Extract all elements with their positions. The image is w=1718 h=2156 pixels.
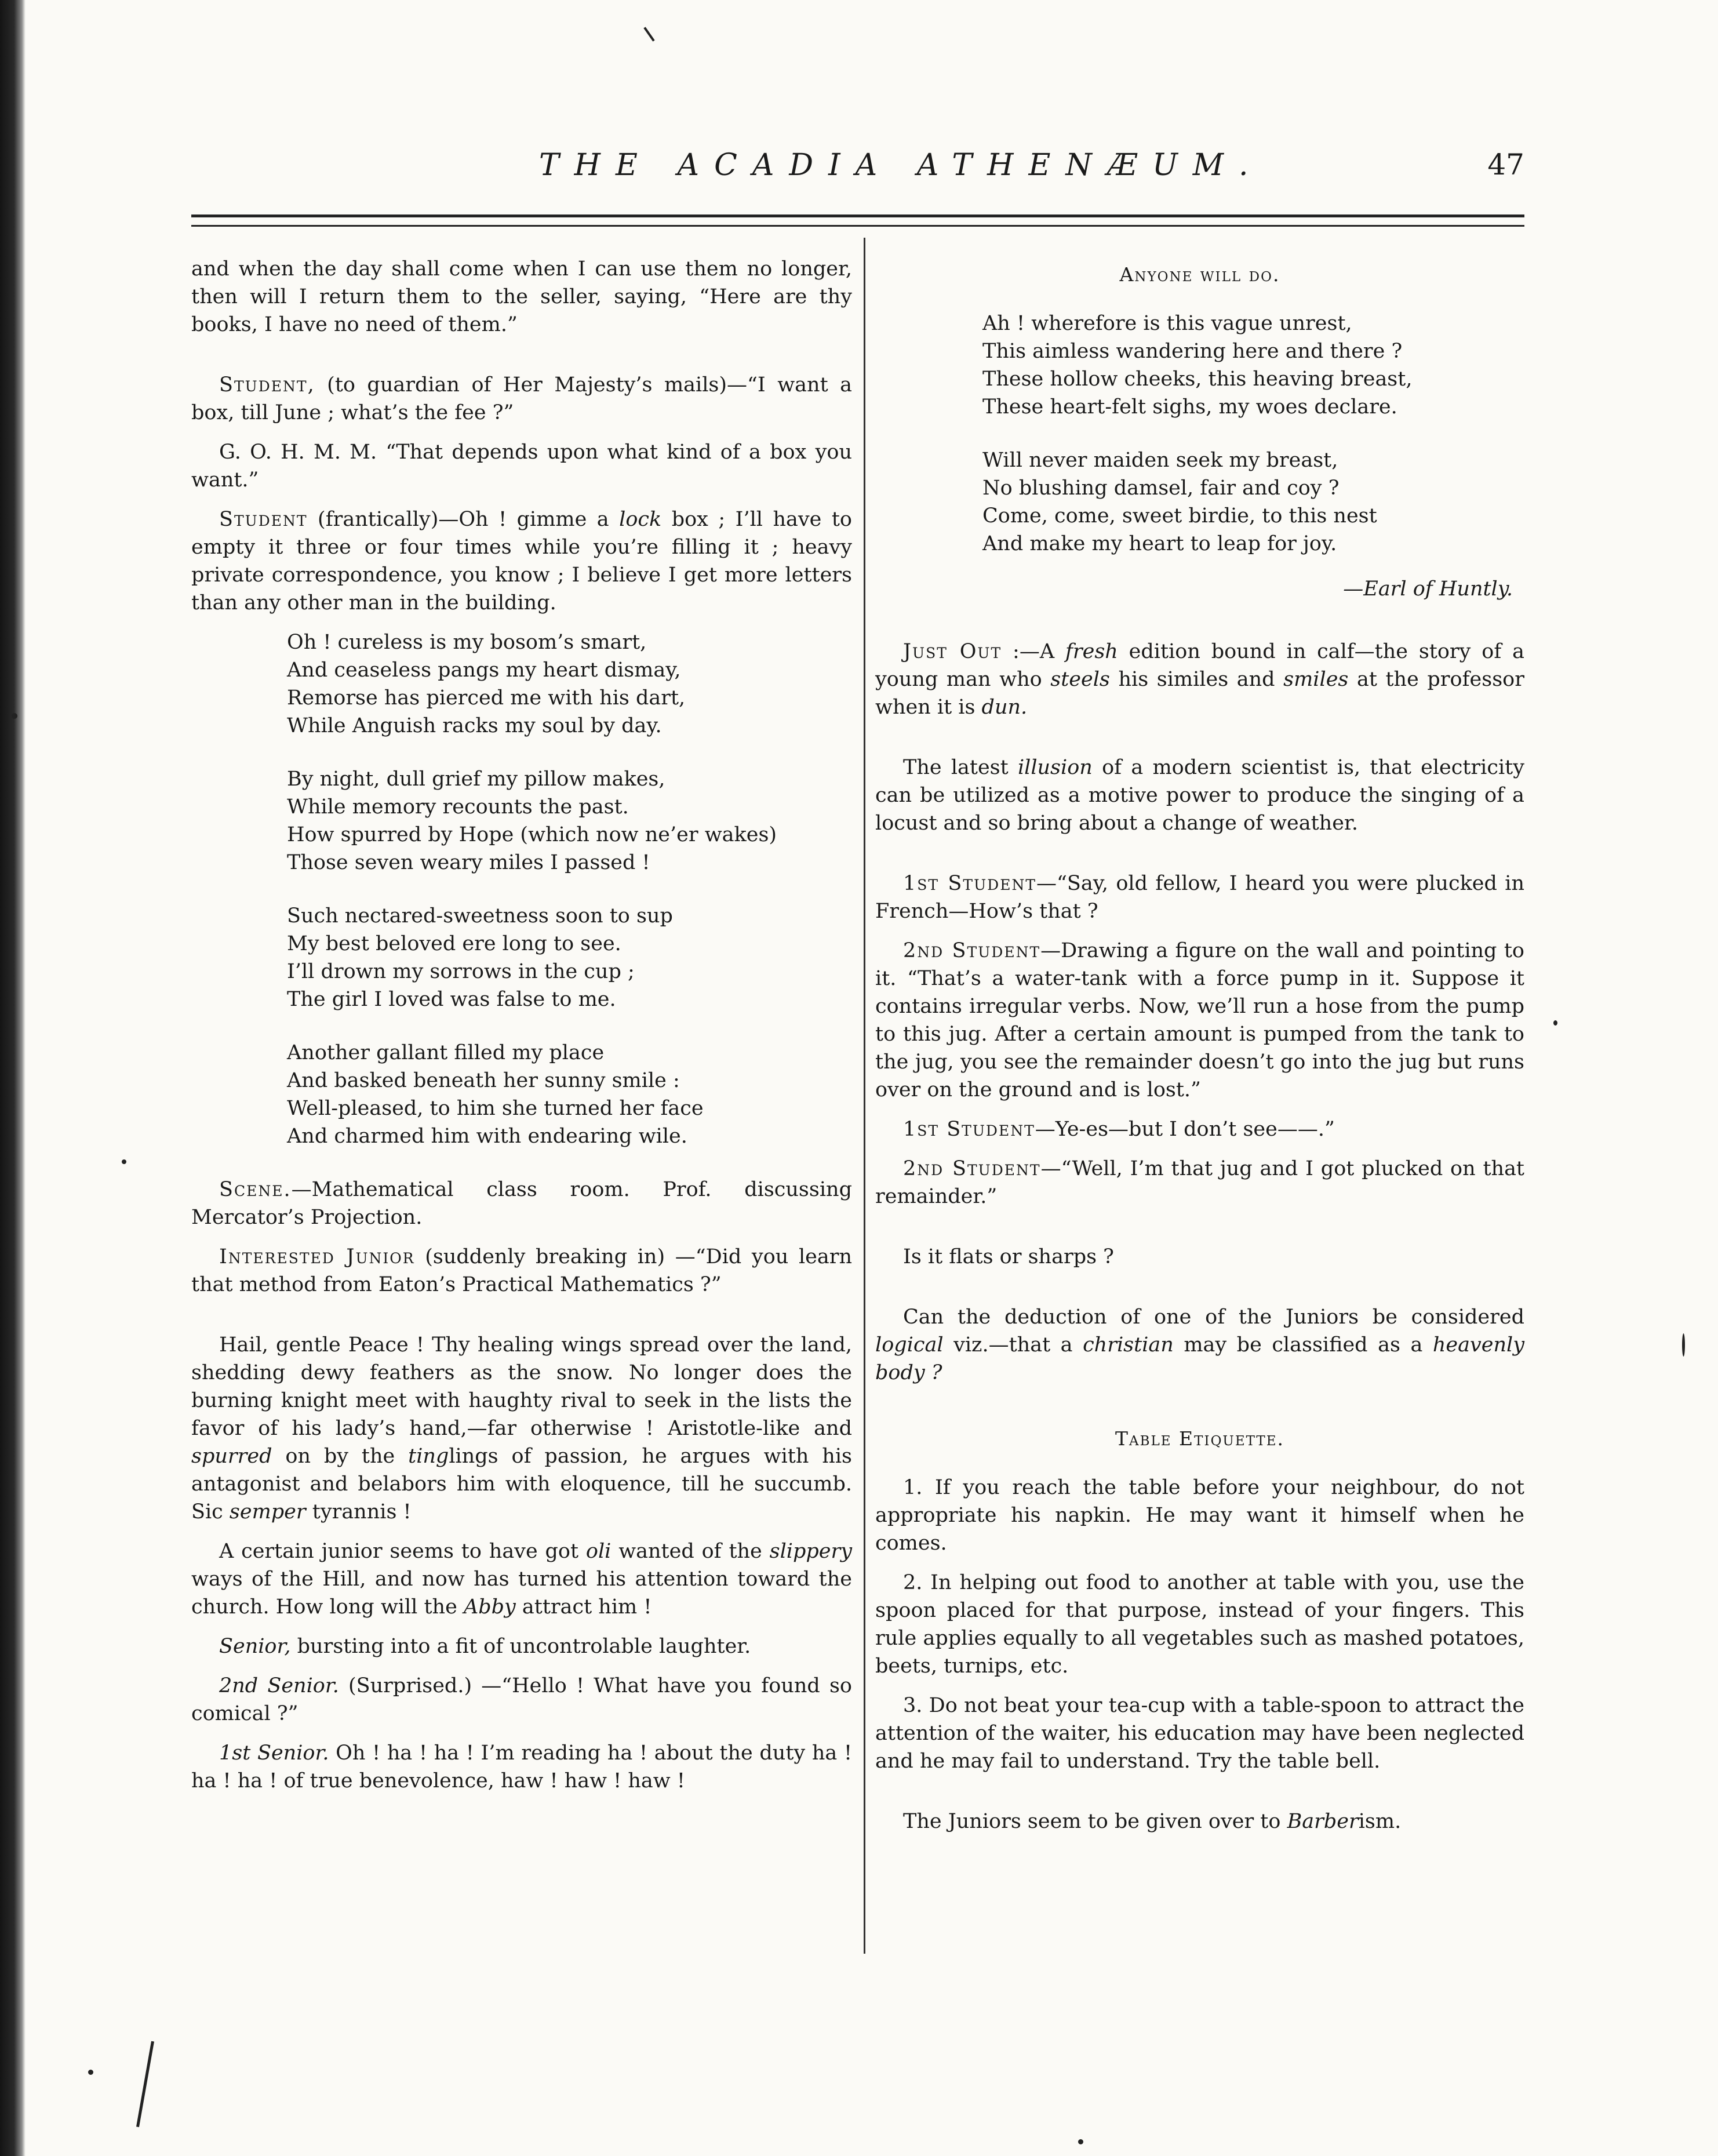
poem-line: And ceaseless pangs my heart dismay,: [287, 659, 681, 682]
emphasis-text: oli: [585, 1540, 612, 1563]
poem-stanza: [287, 628, 852, 740]
poem-signature: —Earl of Huntly.: [1343, 577, 1513, 601]
column-divider: [864, 238, 865, 1954]
speaker-label: 1st Student: [903, 1118, 1035, 1141]
poem-line: This aimless wandering here and there ?: [982, 340, 1403, 363]
body-text: Can the deduction of one of the Juniors be considered: [903, 1306, 1524, 1329]
dialogue-text: (Surprised.) —“Hello ! What have you found so comical ?”: [191, 1674, 852, 1725]
body-text: lings of passion, he argues with his antagonist and belabors him with eloquence, till he succumb. Sic: [191, 1445, 852, 1524]
dialogue-text: —Ye-es—but I don’t see——.”: [1035, 1118, 1335, 1141]
paragraph-certain-junior: [191, 1537, 852, 1621]
poem-title: Anyone will do.: [1119, 263, 1280, 286]
speaker-label: Student: [219, 508, 308, 531]
emphasis-text: ting: [408, 1445, 449, 1468]
paragraph-first-student: [875, 870, 1524, 925]
paragraph-flats-sharps: Is it flats or sharps ?: [903, 1245, 1114, 1268]
body-text: may be classified as a: [1173, 1333, 1433, 1357]
paragraph-juniors-barberism: [875, 1808, 1524, 1835]
scan-speck: [12, 713, 17, 719]
paragraph-second-student-reply: [875, 1155, 1524, 1210]
paragraph-just-out: [875, 638, 1524, 721]
scan-speck: [1553, 1020, 1557, 1026]
paragraph-scene: [191, 1176, 852, 1231]
scan-speck: [122, 1159, 126, 1164]
poem-line: By night, dull grief my pillow makes,: [287, 768, 665, 791]
item-label: Just Out: [903, 640, 1002, 663]
poem-line: Well-pleased, to him she turned her face: [287, 1097, 704, 1120]
body-text: ism.: [1358, 1810, 1402, 1833]
paragraph-deduction: [875, 1303, 1524, 1387]
body-text: The latest: [903, 756, 1018, 779]
scan-speck: [1078, 2139, 1083, 2144]
etiquette-rule: 1. If you reach the table before your neighbour, do not appropriate his napkin. He may want it himself when he comes.: [875, 1476, 1524, 1555]
poem-stanza: [287, 1039, 852, 1150]
emphasis-text: smiles: [1283, 668, 1349, 691]
poem-line: Come, come, sweet birdie, to this nest: [982, 504, 1377, 528]
emphasis-text: illusion: [1017, 756, 1093, 779]
body-text: ways of the Hill, and now has turned his attention toward the church. How long will the: [191, 1568, 852, 1619]
paragraph-student-frantic: [191, 506, 852, 617]
running-header: [191, 148, 1524, 206]
dialogue-text: (frantically)—Oh ! gimme a: [307, 508, 620, 531]
paragraph-student-box: [191, 371, 852, 427]
scan-binding-edge: [0, 0, 26, 2156]
body-text: wanted of the: [611, 1540, 770, 1563]
page-number: 47: [1487, 148, 1524, 181]
speaker-label: Student,: [219, 373, 315, 397]
dialogue-text: box ; I’ll have to empty it three or four times while you’re filling it ; heavy private correspondence, you know ; I believe I get more letters than any other man in the building.: [191, 508, 852, 615]
poem-line: No blushing damsel, fair and coy ?: [982, 477, 1340, 500]
paragraph-interested-junior: [191, 1243, 852, 1299]
dialogue-text: Oh ! ha ! ha ! I’m reading ha ! about the duty ha ! ha ! ha ! of true benevolence, haw ! haw ! haw !: [191, 1741, 853, 1793]
poem-line: The girl I loved was false to me.: [287, 988, 616, 1011]
etiquette-rule: 3. Do not beat your tea-cup with a table-spoon to attract the attention of the waiter, his education may have been neglected and he may fail to understand. Try the table bell.: [875, 1694, 1524, 1773]
body-text: on by the: [272, 1445, 409, 1468]
speaker-label: 2nd Student: [903, 1157, 1041, 1180]
body-text: edition bound in calf—the story of a young man who: [875, 640, 1525, 691]
emphasis-text: spurred: [191, 1445, 272, 1468]
scene-label: Scene.: [219, 1178, 292, 1201]
dialogue-text: (to guardian of Her Majesty’s mails)—“I want a box, till June ; what’s the fee ?”: [191, 373, 852, 424]
scan-mark: [136, 2041, 154, 2128]
dialogue-text: —“Well, I’m that jug and I got plucked on that remainder.”: [875, 1157, 1524, 1208]
poem-line: My best beloved ere long to see.: [287, 932, 621, 955]
emphasis-text: dun.: [981, 696, 1028, 719]
emphasis-text: fresh: [1065, 640, 1118, 663]
header-rule-thick: [191, 214, 1524, 217]
scan-speck: [88, 2070, 93, 2075]
dialogue-text: bursting into a fit of uncontrolable laughter.: [290, 1635, 751, 1658]
poem-line: Will never maiden seek my breast,: [982, 449, 1338, 472]
poem-line: Ah ! wherefore is this vague unrest,: [982, 312, 1352, 335]
poem-stanza: [982, 310, 1524, 421]
poem-line: Remorse has pierced me with his dart,: [287, 686, 686, 710]
poem-line: While Anguish racks my soul by day.: [287, 714, 662, 737]
poem-stanza: [287, 902, 852, 1013]
emphasis-text: steels: [1050, 668, 1110, 691]
dialogue-text: —Drawing a figure on the wall and pointing to it. “That’s a water-tank with a force pump in it. Suppose it contains irregular verbs. Now, we’ll run a hose from the pump to this jug. After a certain amount is pumped from the tank to the jug, you see the remainder doesn’t go into the jug but runs over on the ground and is lost.”: [875, 939, 1524, 1101]
paragraph-illusion: [875, 754, 1524, 837]
right-column: [875, 255, 1524, 1847]
journal-title: THE ACADIA ATHENÆUM.: [539, 148, 1264, 183]
paragraph-senior: [191, 1633, 852, 1660]
body-text: attract him !: [515, 1595, 652, 1619]
emphasis-text: semper: [229, 1500, 306, 1524]
paragraph-gentle-peace: [191, 1331, 852, 1526]
poem-line: Those seven weary miles I passed !: [287, 851, 650, 874]
scan-mark: [643, 27, 654, 41]
body-text: Hail, gentle Peace ! Thy healing wings spread over the land, shedding dewy feathers as the snow. No longer does the burning knight meet with haughty rival to seek in the lists the favor of his lady’s hand,—far otherwise ! Aristotle-like and: [191, 1333, 852, 1440]
body-text: A certain junior seems to have got: [219, 1540, 586, 1563]
poem-line: Such nectared-sweetness soon to sup: [287, 904, 673, 928]
poem-line: How spurred by Hope (which now ne’er wakes): [287, 823, 777, 846]
speaker-label: Interested Junior: [219, 1245, 415, 1268]
body-text: his similes and: [1109, 668, 1284, 691]
poem-line: And make my heart to leap for joy.: [982, 532, 1337, 555]
emphasis-text: slippery: [769, 1540, 852, 1563]
scene-text: —Mathematical class room. Prof. discussing Mercator’s Projection.: [191, 1178, 852, 1229]
poem-line: These heart-felt sighs, my woes declare.: [982, 395, 1397, 419]
body-text: tyrannis !: [305, 1500, 412, 1524]
paragraph-gohmm: G. O. H. M. M. “That depends upon what kind of a box you want.”: [191, 441, 852, 492]
speaker-label: 1st Student: [903, 872, 1036, 895]
poem-line: And charmed him with endearing wile.: [287, 1125, 687, 1148]
poem-line: Oh ! cureless is my bosom’s smart,: [287, 631, 647, 654]
section-title: Table Etiquette.: [1115, 1427, 1284, 1450]
body-text: The Juniors seem to be given over to: [903, 1810, 1287, 1833]
poem-line: These hollow cheeks, this heaving breast,: [982, 368, 1413, 391]
emphasis-text: christian: [1083, 1333, 1174, 1357]
speaker-label: 2nd Senior.: [219, 1674, 339, 1697]
paragraph-second-student: [875, 937, 1524, 1104]
body-text: of a modern scientist is, that electricity can be utilized as a motive power to produce the singing of a locust and so bring about a change of weather.: [875, 756, 1524, 835]
left-column: [191, 255, 852, 1806]
speaker-label: 2nd Student: [903, 939, 1041, 962]
poem-line: Another gallant filled my place: [287, 1041, 605, 1064]
dialogue-text: (suddenly breaking in) —“Did you learn that method from Eaton’s Practical Mathematics ?”: [191, 1245, 852, 1296]
poem-stanza: [287, 765, 852, 877]
paragraph-first-student-reply: [875, 1115, 1524, 1143]
emphasis-text: logical: [875, 1333, 944, 1357]
poem-stanza: [982, 446, 1524, 558]
poem-line: I’ll drown my sorrows in the cup ;: [287, 960, 635, 983]
dialogue-text: —“Say, old fellow, I heard you were plucked in French—How’s that ?: [875, 872, 1524, 923]
paragraph-first-senior: [191, 1739, 852, 1795]
emphasis-text: Abby: [463, 1595, 516, 1619]
poem-line: While memory recounts the past.: [287, 795, 629, 819]
scan-speck: [1682, 1333, 1685, 1357]
body-text: at the professor when it is: [875, 668, 1524, 719]
poem-anyone-will-do: [875, 310, 1524, 558]
poem-cureless: [191, 628, 852, 1150]
poem-line: And basked beneath her sunny smile :: [287, 1069, 680, 1092]
emphasis-text: Barber: [1287, 1810, 1359, 1833]
etiquette-rule: 2. In helping out food to another at table with you, use the spoon placed for that purpose, instead of your fingers. This rule applies equally to all vegetables such as mashed potatoes, beets, turnips, etc.: [875, 1571, 1524, 1678]
speaker-label: 1st Senior.: [219, 1741, 329, 1765]
body-text: viz.—that a: [943, 1333, 1083, 1357]
header-rule-thin: [191, 225, 1524, 227]
paragraph-second-senior: [191, 1672, 852, 1728]
emphasis-text: lock: [619, 508, 662, 531]
speaker-label: Senior,: [219, 1635, 291, 1658]
paragraph-books: and when the day shall come when I can use them no longer, then will I return them to the seller, saying, “Here are thy books, I have no need of them.”: [191, 257, 852, 336]
emphasis-text: heavenly body ?: [875, 1333, 1524, 1384]
body-text: :—A: [1002, 640, 1065, 663]
